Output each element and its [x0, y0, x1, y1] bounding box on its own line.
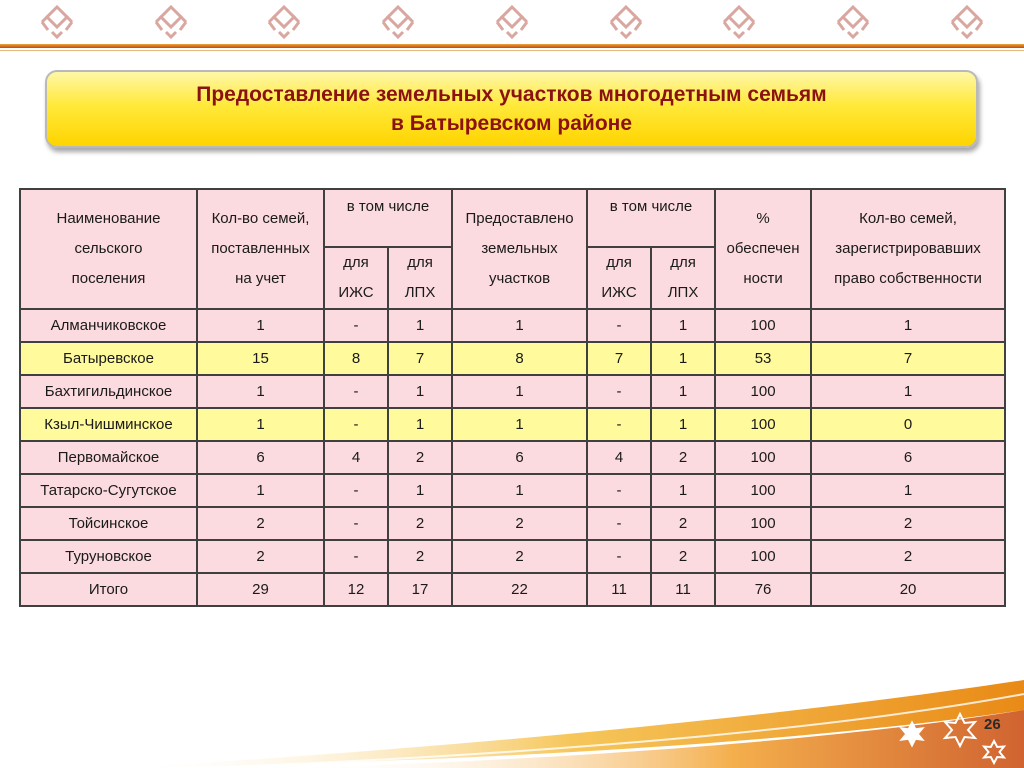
cell-total-registered: 29	[197, 573, 324, 606]
cell-percent: 100	[715, 540, 811, 573]
cell-settlement: Тойсинское	[20, 507, 197, 540]
cell-provided: 1	[452, 375, 587, 408]
cell-provided: 2	[452, 507, 587, 540]
cell-provided: 1	[452, 474, 587, 507]
cell-provided-lph: 1	[651, 408, 715, 441]
cell-owned: 2	[811, 540, 1005, 573]
header-text: для	[343, 254, 369, 271]
cell-settlement: Бахтигильдинское	[20, 375, 197, 408]
cell-provided-izhs: 4	[587, 441, 651, 474]
cell-settlement: Туруновское	[20, 540, 197, 573]
header-text: Кол-во семей,	[859, 210, 957, 227]
cell-registered-izhs: -	[324, 540, 388, 573]
page-number: 26	[984, 716, 1001, 733]
cell-provided-izhs: -	[587, 540, 651, 573]
cell-registered: 6	[197, 441, 324, 474]
cell-percent: 100	[715, 474, 811, 507]
cell-registered-izhs: 4	[324, 441, 388, 474]
cell-provided-lph: 1	[651, 342, 715, 375]
chuvash-ornament-icon	[946, 4, 988, 40]
cell-provided-lph: 2	[651, 540, 715, 573]
header-text: Предоставлено	[465, 210, 574, 227]
cell-registered-izhs: -	[324, 408, 388, 441]
header-including-2: в том числе	[587, 189, 715, 247]
table-total-row	[20, 573, 1005, 606]
cell-registered: 1	[197, 474, 324, 507]
cell-settlement: Батыревское	[20, 342, 197, 375]
cell-total-registered-lph: 17	[388, 573, 452, 606]
cell-provided: 2	[452, 540, 587, 573]
header-izhs-registered	[324, 247, 388, 309]
header-text: ности	[743, 270, 783, 287]
land-allocation-table	[19, 188, 1006, 607]
table-row	[20, 507, 1005, 540]
cell-registered: 1	[197, 375, 324, 408]
header-text: для	[606, 254, 632, 271]
header-text: для	[670, 254, 696, 271]
cell-registered-izhs: -	[324, 474, 388, 507]
cell-registered-lph: 1	[388, 309, 452, 342]
header-lph-registered	[388, 247, 452, 309]
header-ornament-band	[0, 0, 1024, 44]
chuvash-ornament-icon	[718, 4, 760, 40]
chuvash-ornament-icon	[263, 4, 305, 40]
header-including-1: в том числе	[324, 189, 452, 247]
chuvash-ornament-icon	[377, 4, 419, 40]
cell-owned: 1	[811, 375, 1005, 408]
cell-owned: 2	[811, 507, 1005, 540]
cell-total-registered-izhs: 12	[324, 573, 388, 606]
cell-registered: 2	[197, 540, 324, 573]
cell-provided-lph: 1	[651, 309, 715, 342]
cell-settlement: Первомайское	[20, 441, 197, 474]
cell-total-label: Итого	[20, 573, 197, 606]
cell-owned: 1	[811, 474, 1005, 507]
header-plots-provided	[452, 189, 587, 309]
header-text: Кол-во семей,	[211, 210, 310, 227]
cell-provided-izhs: -	[587, 507, 651, 540]
cell-provided: 6	[452, 441, 587, 474]
cell-settlement: Алманчиковское	[20, 309, 197, 342]
table-row	[20, 441, 1005, 474]
cell-total-owned: 20	[811, 573, 1005, 606]
table-row	[20, 342, 1005, 375]
table-row	[20, 540, 1005, 573]
cell-percent: 100	[715, 309, 811, 342]
chuvash-ornament-icon	[150, 4, 192, 40]
header-text: на учет	[235, 270, 286, 287]
cell-total-provided-lph: 11	[651, 573, 715, 606]
cell-provided-izhs: 7	[587, 342, 651, 375]
header-text: право собственности	[834, 270, 982, 287]
cell-provided-izhs: -	[587, 474, 651, 507]
table-row	[20, 408, 1005, 441]
header-text: ЛПХ	[404, 284, 436, 301]
cell-percent: 100	[715, 441, 811, 474]
cell-owned: 6	[811, 441, 1005, 474]
header-text: зарегистрировавших	[835, 240, 981, 257]
cell-provided-lph: 2	[651, 441, 715, 474]
header-text: обеспечен	[726, 240, 800, 257]
header-lph-provided	[651, 247, 715, 309]
header-divider	[0, 44, 1024, 48]
header-text: ИЖС	[338, 284, 374, 301]
cell-owned: 0	[811, 408, 1005, 441]
cell-percent: 53	[715, 342, 811, 375]
table-row	[20, 309, 1005, 342]
cell-settlement: Кзыл-Чишминское	[20, 408, 197, 441]
cell-owned: 1	[811, 309, 1005, 342]
cell-percent: 100	[715, 375, 811, 408]
cell-registered-izhs: -	[324, 507, 388, 540]
title-line-1: Предоставление земельных участков многодетным семьям	[196, 83, 827, 106]
cell-total-percent: 76	[715, 573, 811, 606]
cell-provided-izhs: -	[587, 408, 651, 441]
header-text: %	[756, 210, 770, 227]
header-text: ЛПХ	[667, 284, 699, 301]
header-text: поселения	[71, 270, 146, 287]
header-text: участков	[488, 270, 551, 287]
header-text: ИЖС	[601, 284, 637, 301]
footer-swoosh-decoration	[0, 650, 1024, 768]
title-banner	[45, 70, 978, 148]
cell-registered-izhs: -	[324, 309, 388, 342]
cell-registered: 1	[197, 309, 324, 342]
title-line-2: в Батыревском районе	[390, 112, 633, 135]
cell-registered-lph: 1	[388, 408, 452, 441]
cell-provided-lph: 1	[651, 375, 715, 408]
cell-settlement: Татарско-Сугутское	[20, 474, 197, 507]
chuvash-ornament-icon	[832, 4, 874, 40]
cell-owned: 7	[811, 342, 1005, 375]
header-coverage-percent	[715, 189, 811, 309]
cell-registered: 2	[197, 507, 324, 540]
header-divider-thin	[0, 50, 1024, 51]
header-settlement-name	[20, 189, 197, 309]
cell-registered-lph: 2	[388, 540, 452, 573]
cell-percent: 100	[715, 408, 811, 441]
cell-registered-lph: 2	[388, 441, 452, 474]
header-text: Наименование	[56, 210, 161, 227]
header-registered-families	[197, 189, 324, 309]
cell-registered-lph: 7	[388, 342, 452, 375]
header-ownership-registered	[811, 189, 1005, 309]
cell-total-provided-izhs: 11	[587, 573, 651, 606]
cell-provided-izhs: -	[587, 375, 651, 408]
cell-registered: 1	[197, 408, 324, 441]
chuvash-ornament-icon	[605, 4, 647, 40]
cell-provided-lph: 1	[651, 474, 715, 507]
cell-provided-izhs: -	[587, 309, 651, 342]
cell-provided-lph: 2	[651, 507, 715, 540]
header-text: поставленных	[211, 240, 310, 257]
cell-registered-lph: 2	[388, 507, 452, 540]
header-text: сельского	[74, 240, 143, 257]
cell-registered-lph: 1	[388, 375, 452, 408]
table-row	[20, 375, 1005, 408]
cell-percent: 100	[715, 507, 811, 540]
cell-provided: 1	[452, 408, 587, 441]
table-header-row	[20, 189, 1005, 247]
cell-registered-izhs: 8	[324, 342, 388, 375]
cell-registered-izhs: -	[324, 375, 388, 408]
header-text: для	[407, 254, 433, 271]
chuvash-ornament-icon	[491, 4, 533, 40]
chuvash-ornament-icon	[36, 4, 78, 40]
cell-provided: 8	[452, 342, 587, 375]
cell-registered: 15	[197, 342, 324, 375]
header-izhs-provided	[587, 247, 651, 309]
cell-total-provided: 22	[452, 573, 587, 606]
cell-provided: 1	[452, 309, 587, 342]
table-row	[20, 474, 1005, 507]
header-text: земельных	[481, 240, 558, 257]
cell-registered-lph: 1	[388, 474, 452, 507]
